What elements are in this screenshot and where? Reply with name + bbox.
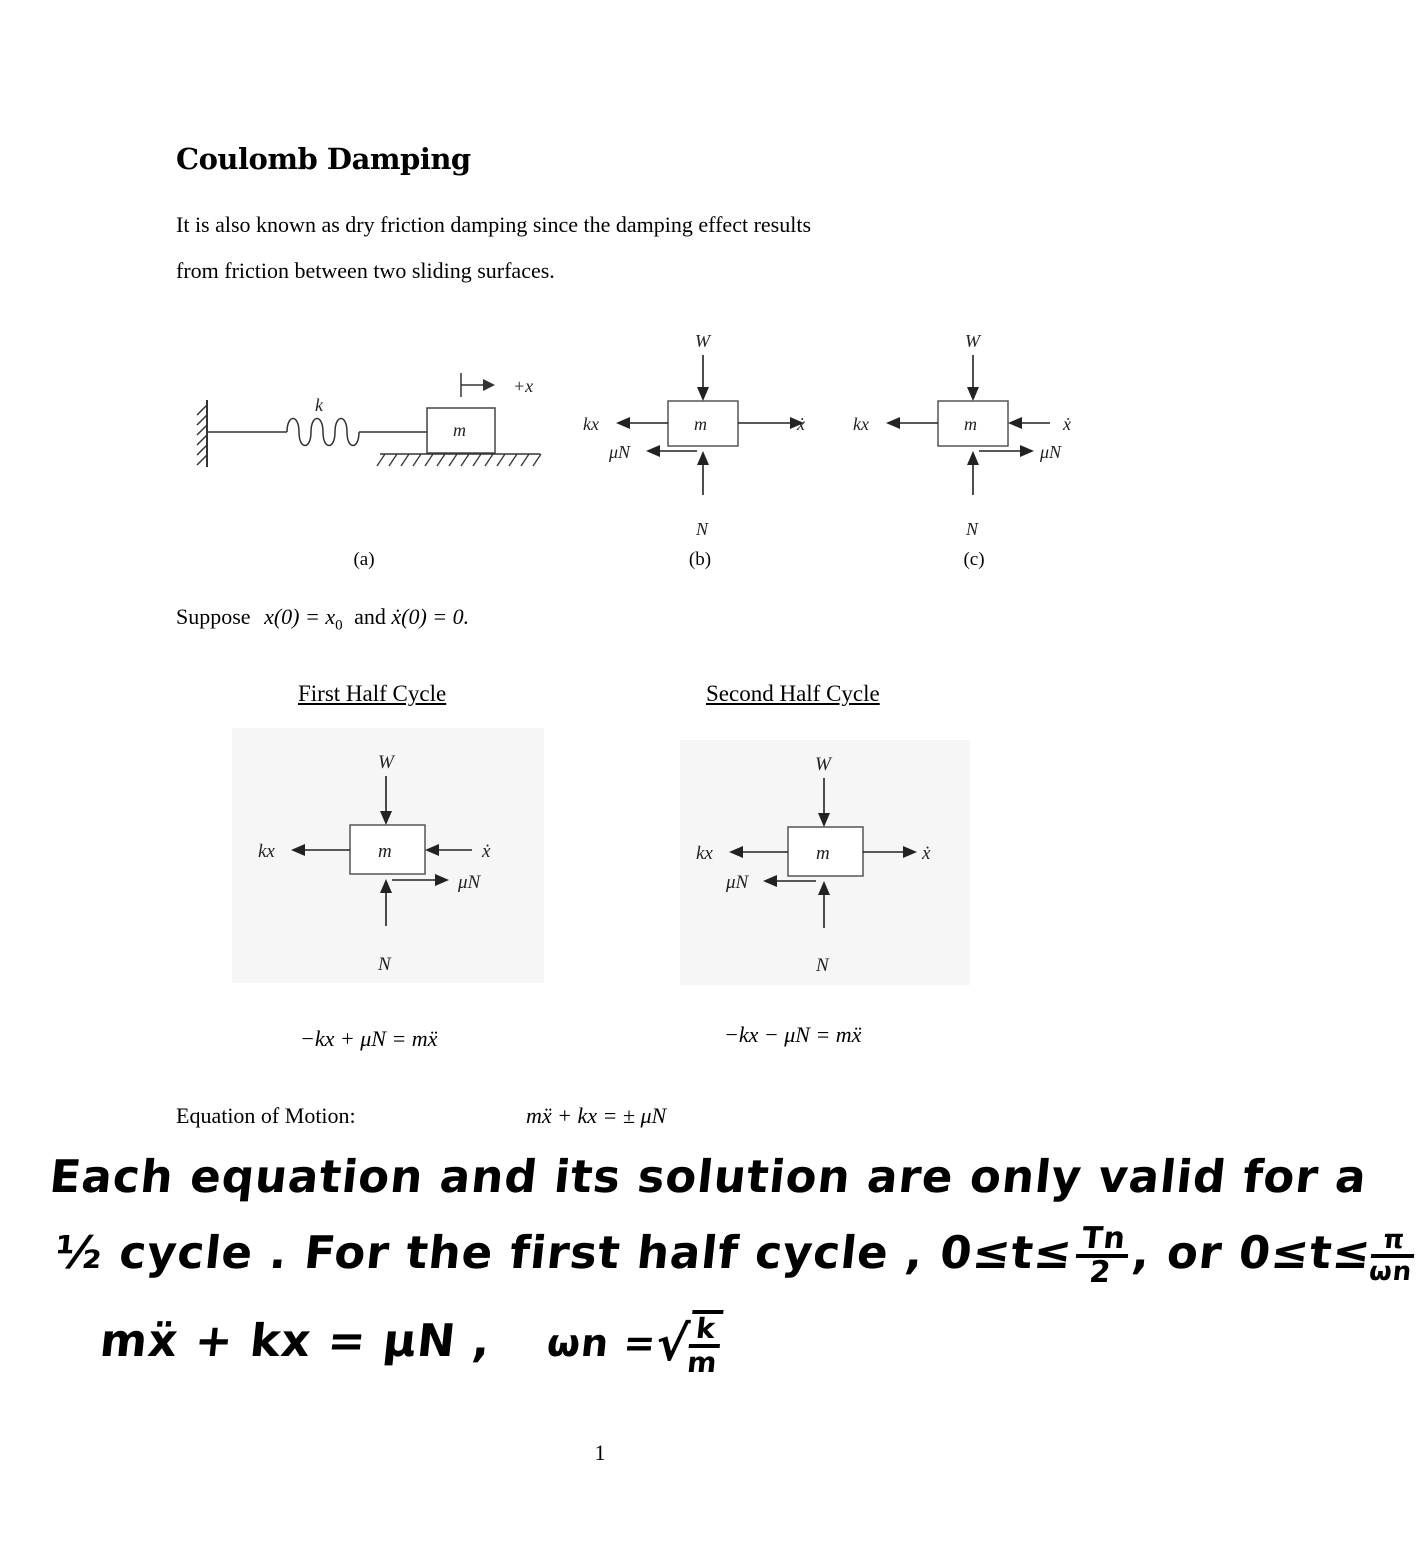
handwritten-line-2 (52, 1221, 1418, 1290)
and-word: and (354, 604, 386, 629)
condition-velocity: ẋ(0) = 0. (391, 604, 470, 629)
friction-label: μN (609, 442, 631, 462)
mass-label: m (816, 843, 830, 864)
eom-label: Equation of Motion: (176, 1103, 356, 1128)
handwritten-sqrt-fraction (686, 1310, 723, 1378)
intro-line-2: from friction between two sliding surfaces. (176, 258, 555, 283)
sqrt-sign-icon: √ (653, 1316, 693, 1372)
displacement-label: +x (513, 376, 534, 396)
handwritten-wn: ωn = (544, 1321, 659, 1365)
first-half-heading: First Half Cycle (298, 681, 447, 706)
friction-label: μN (458, 872, 481, 893)
initial-conditions (176, 604, 469, 634)
second-half-heading: Second Half Cycle (706, 681, 880, 706)
figure-a-spring-mass (195, 365, 555, 470)
normal-label: N (966, 519, 979, 539)
friction-label: μN (726, 872, 749, 893)
spring-label: k (315, 395, 323, 415)
page-number: 1 (594, 1440, 606, 1465)
mass-label: m (694, 414, 707, 434)
first-half-equation: −kx + μN = mẍ (300, 1026, 438, 1051)
condition-position: x(0) = x (264, 604, 336, 629)
spring-force-label: kx (583, 414, 599, 434)
fraction-denominator: 2 (1087, 1255, 1114, 1290)
figure-b-free-body (575, 325, 825, 547)
fraction-denominator: ωn (1367, 1257, 1414, 1287)
handwritten-line-3 (96, 1310, 723, 1378)
page-title: Coulomb Damping (176, 142, 471, 176)
handwritten-line-2-mid: , or 0≤t≤ (1129, 1226, 1375, 1279)
handwritten-fraction-pi (1368, 1226, 1417, 1286)
weight-label: W (378, 752, 394, 773)
fraction-denominator: m (685, 1346, 720, 1379)
handwritten-line-1: Each equation and its solution are only valid for a (47, 1150, 1370, 1203)
fraction-numerator: k (689, 1314, 723, 1348)
velocity-label: ẋ (922, 843, 931, 864)
normal-label: N (378, 954, 391, 975)
mass-label: m (378, 841, 392, 862)
fraction-numerator: π (1371, 1226, 1417, 1258)
velocity-label: ẋ (482, 841, 491, 862)
weight-label: W (965, 331, 980, 351)
caption-a: (a) (353, 549, 375, 570)
second-half-free-body (680, 740, 970, 985)
velocity-label: ẋ (1063, 414, 1071, 434)
spring-force-label: kx (258, 841, 275, 862)
eom-equation: mẍ + kx = ± μN (526, 1103, 667, 1128)
weight-label: W (695, 331, 710, 351)
handwritten-fraction-tn (1073, 1221, 1132, 1290)
mass-label: m (453, 420, 466, 440)
condition-subscript: 0 (335, 617, 343, 634)
friction-label: μN (1040, 442, 1062, 462)
mass-label: m (964, 414, 977, 434)
handwritten-line-2-text: ½ cycle . For the first half cycle , 0≤t≤ (52, 1226, 1076, 1279)
weight-label: W (815, 754, 831, 775)
first-half-free-body (232, 728, 544, 983)
caption-b: (b) (688, 549, 712, 570)
normal-label: N (816, 955, 829, 976)
velocity-label: ẋ (797, 414, 805, 434)
intro-line-1: It is also known as dry friction damping since the damping effect results (176, 212, 812, 237)
figure-c-free-body (845, 325, 1095, 547)
second-half-equation: −kx − μN = mẍ (724, 1022, 862, 1047)
spring-force-label: kx (853, 414, 869, 434)
fraction-numerator: Tn (1076, 1224, 1131, 1258)
handwritten-equation: mẍ + kx = μN , (97, 1314, 494, 1367)
normal-label: N (696, 519, 709, 539)
caption-c: (c) (963, 549, 985, 570)
suppose-word: Suppose (176, 604, 251, 629)
spring-force-label: kx (696, 843, 713, 864)
